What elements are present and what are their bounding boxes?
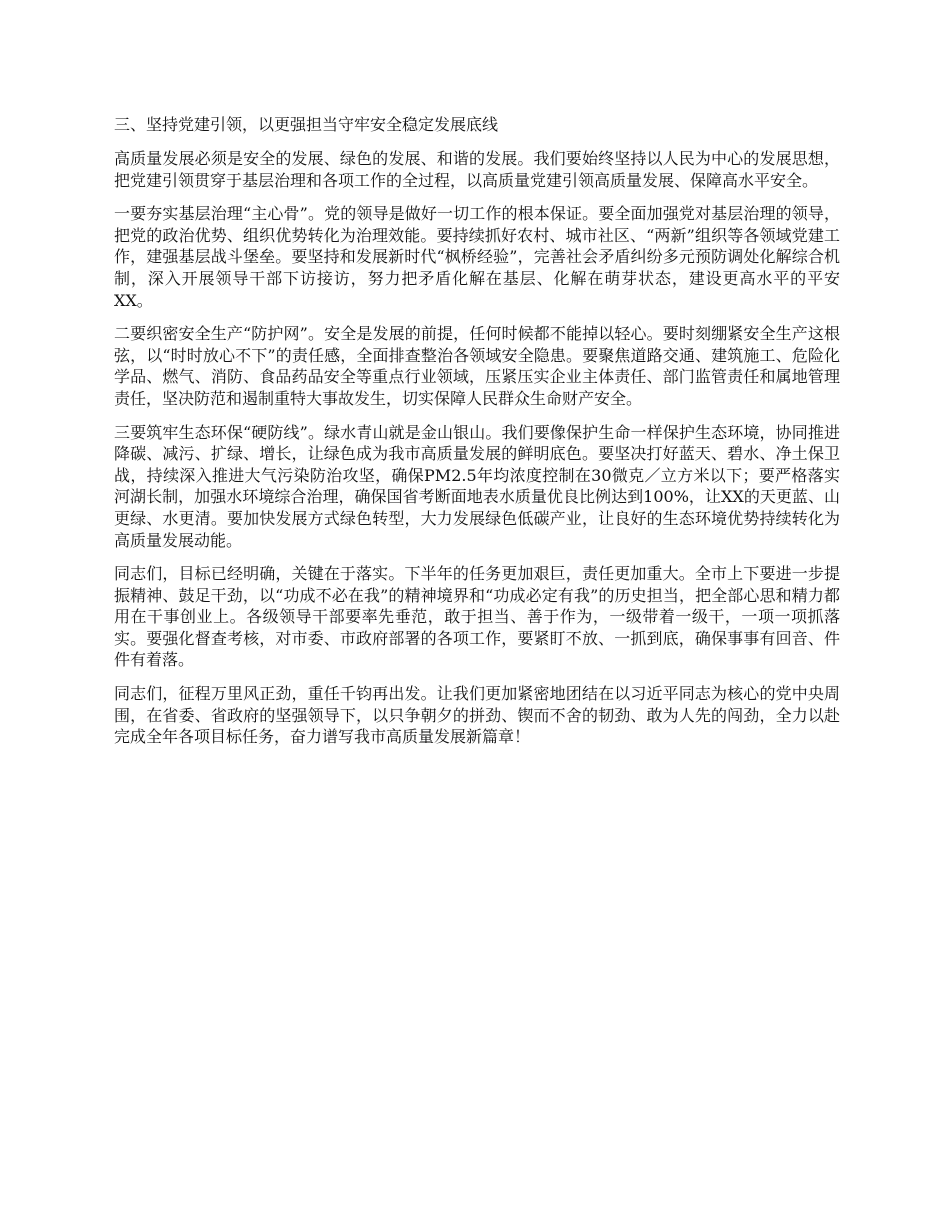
- section-heading: 三、坚持党建引领，以更强担当守牢安全稳定发展底线: [114, 115, 499, 134]
- paragraph-intro: 高质量发展必须是安全的发展、绿色的发展、和谐的发展。我们要始终坚持以人民为中心的发展思想，把党建引领贯穿于基层治理和各项工作的全过程，以高质量党建引领高质量发展、保障高水平安全。: [114, 149, 840, 190]
- paragraph-ecological-protection: 三要筑牢生态环保“硬防线”。绿水青山就是金山银山。我们要像保护生命一样保护生态环境，协同推进降碳、减污、扩绿、增长，让绿色成为我市高质量发展的鲜明底色。要坚决打好蓝天、碧水、净土保卫战，持续深入推进大气污染防治攻坚，确保PM2.5年均浓度控制在30微克／立方米以下；要严格落实河湖长制，加强水环境综合治理，确保国省考断面地表水质量优良比例达到100%，让XX的天更蓝、山更绿、水更清。要加快发展方式绿色转型，大力发展绿色低碳产业，让良好的生态环境优势持续转化为高质量发展动能。: [114, 422, 840, 550]
- document-body: [114, 114, 840, 760]
- paragraph-grassroots-governance: 一要夯实基层治理“主心骨”。党的领导是做好一切工作的根本保证。要全面加强党对基层治理的领导，把党的政治优势、组织优势转化为治理效能。要持续抓好农村、城市社区、“两新”组织等各领域党建工作，建强基层战斗堡垒。要坚持和发展新时代“枫桥经验”，完善社会矛盾纠纷多元预防调处化解综合机制，深入开展领导干部下访接访，努力把矛盾化解在基层、化解在萌芽状态，建设更高水平的平安XX。: [114, 204, 840, 310]
- paragraph-safety-production: 二要织密安全生产“防护网”。安全是发展的前提，任何时候都不能掉以轻心。要时刻绷紧安全生产这根弦，以“时时放心不下”的责任感，全面排查整治各领域安全隐患。要聚焦道路交通、建筑施工、危险化学品、燃气、消防、食品药品安全等重点行业领域，压紧压实企业主体责任、部门监管责任和属地管理责任，坚决防范和遏制重特大事故发生，切实保障人民群众生命财产安全。: [114, 324, 840, 408]
- paragraph-closing: 同志们，征程万里风正劲，重任千钧再出发。让我们更加紧密地团结在以习近平同志为核心的党中央周围，在省委、省政府的坚强领导下，以只争朝夕的拼劲、锲而不舍的韧劲、敢为人先的闯劲，全力以赴完成全年各项目标任务，奋力谱写我市高质量发展新篇章！: [114, 684, 840, 747]
- paragraph-implementation: 同志们，目标已经明确，关键在于落实。下半年的任务更加艰巨，责任更加重大。全市上下要进一步提振精神、鼓足干劲，以“功成不必在我”的精神境界和“功成必定有我”的历史担当，把全部心思和精力都用在干事创业上。各级领导干部要率先垂范，敢于担当、善于作为，一级带着一级干，一项一项抓落实。要强化督查考核，对市委、市政府部署的各项工作，要紧盯不放、一抓到底，确保事事有回音、件件有着落。: [114, 564, 840, 670]
